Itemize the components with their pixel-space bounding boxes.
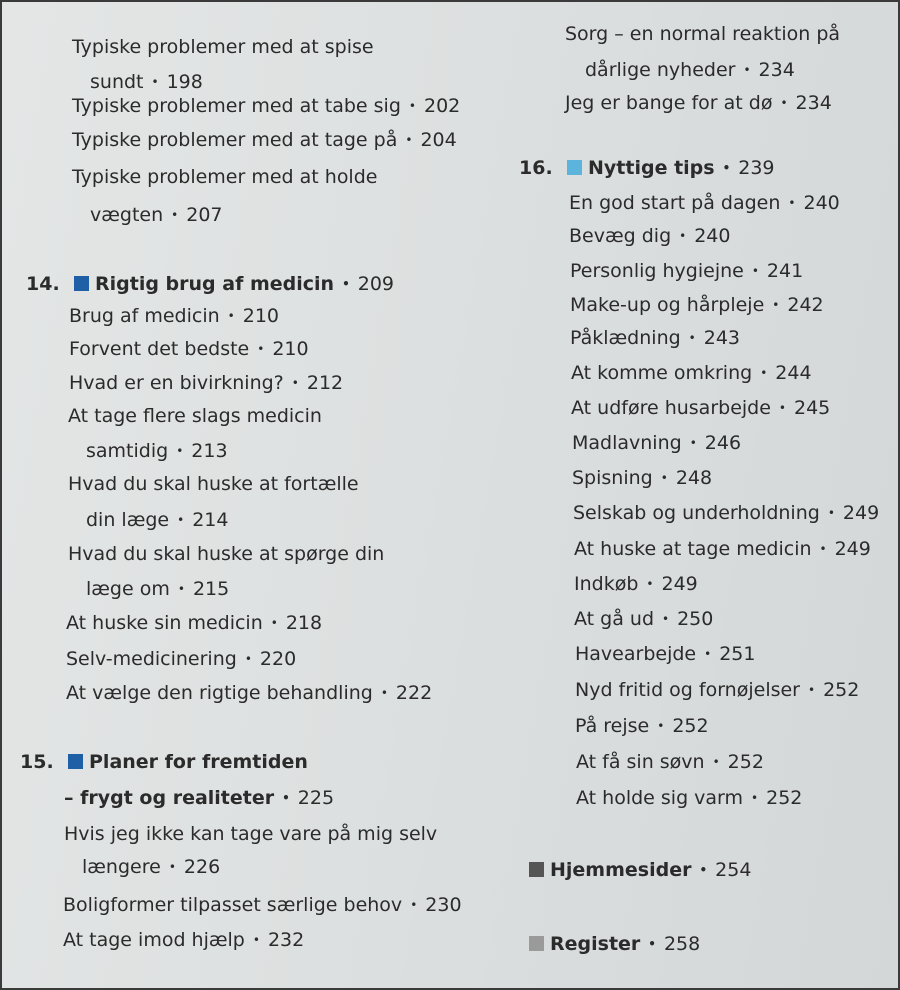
toc-entry: din læge • 214 [86,509,229,531]
toc-entry: Selv-medicinering • 220 [66,648,297,670]
toc-entry: Madlavning • 246 [572,432,742,454]
toc-entry: At holde sig varm • 252 [576,787,803,809]
register-heading: Register • 258 [529,932,700,958]
toc-entry: Boligformer tilpasset særlige behov • 230 [63,894,462,916]
toc-entry: At tage imod hjælp • 232 [63,929,305,951]
toc-entry: Spisning • 248 [572,467,713,489]
chapter-marker-square [74,276,89,291]
toc-entry: længere • 226 [82,856,221,878]
toc-entry: At huske sin medicin • 218 [66,612,323,634]
chapter-title: Nyttige tips [588,157,715,179]
toc-entry: Påklædning • 243 [570,327,741,349]
chapter-title: Planer for fremtiden [89,751,308,773]
toc-entry: Hvad du skal huske at spørge din [68,543,385,565]
chapter-marker-square [68,754,83,769]
toc-entry: Selskab og underholdning • 249 [573,502,880,524]
toc-entry: At få sin søvn • 252 [576,751,764,773]
toc-entry: Havearbejde • 251 [575,643,756,665]
toc-entry: dårlige nyheder • 234 [585,59,795,81]
toc-entry: Typiske problemer med at tabe sig • 202 [72,95,461,117]
toc-entry: At gå ud • 250 [574,608,714,630]
toc-entry: At komme omkring • 244 [571,362,812,384]
chapter-marker-square [567,160,582,175]
toc-entry: At udføre husarbejde • 245 [571,397,831,419]
toc-entry: Brug af medicin • 210 [69,305,280,327]
toc-entry: Typiske problemer med at tage på • 204 [72,129,457,151]
toc-entry: sundt • 198 [90,71,203,93]
toc-entry: Personlig hygiejne • 241 [570,260,804,282]
toc-entry: Bevæg dig • 240 [569,225,731,247]
toc-entry: Hvis jeg ikke kan tage vare på mig selv [64,823,438,845]
toc-entry: At huske at tage medicin • 249 [574,538,871,560]
toc-entry: Nyd fritid og fornøjelser • 252 [575,679,860,701]
toc-entry: Indkøb • 249 [574,573,698,595]
toc-entry: Hvad du skal huske at fortælle [68,473,359,495]
toc-entry: Jeg er bange for at dø • 234 [565,92,832,114]
chapter-title: Rigtig brug af medicin [95,273,335,295]
toc-entry: En god start på dagen • 240 [569,192,840,214]
chapter-number: 16. [519,157,553,179]
toc-entry: Typiske problemer med at holde [72,166,378,188]
chapter-14-heading: 14. Rigtig brug af medicin • 209 [26,273,395,295]
chapter-marker-square [529,936,544,951]
toc-entry: Forvent det bedste • 210 [69,338,309,360]
toc-entry: At tage flere slags medicin [68,405,322,427]
toc-entry: Typiske problemer med at spise [72,36,374,58]
toc-entry: Hvad er en bivirkning? • 212 [69,372,344,394]
toc-entry: På rejse • 252 [575,715,709,737]
chapter-16-heading: 16. Nyttige tips • 239 [519,157,775,179]
hjemmesider-heading: Hjemmesider • 254 [529,858,751,884]
toc-entry: Make-up og hårpleje • 242 [570,294,824,316]
chapter-15-subtitle: – frygt og realiteter • 225 [64,787,335,809]
toc-entry: samtidig • 213 [86,440,228,462]
chapter-marker-square [529,862,544,877]
toc-entry: Sorg – en normal reaktion på [565,23,841,45]
chapter-15-heading [20,750,308,774]
toc-entry: At vælge den rigtige behandling • 222 [66,682,433,704]
toc-entry: vægten • 207 [90,204,223,226]
chapter-number: 15. [20,751,54,773]
chapter-number: 14. [26,273,60,295]
toc-entry: læge om • 215 [86,578,230,600]
